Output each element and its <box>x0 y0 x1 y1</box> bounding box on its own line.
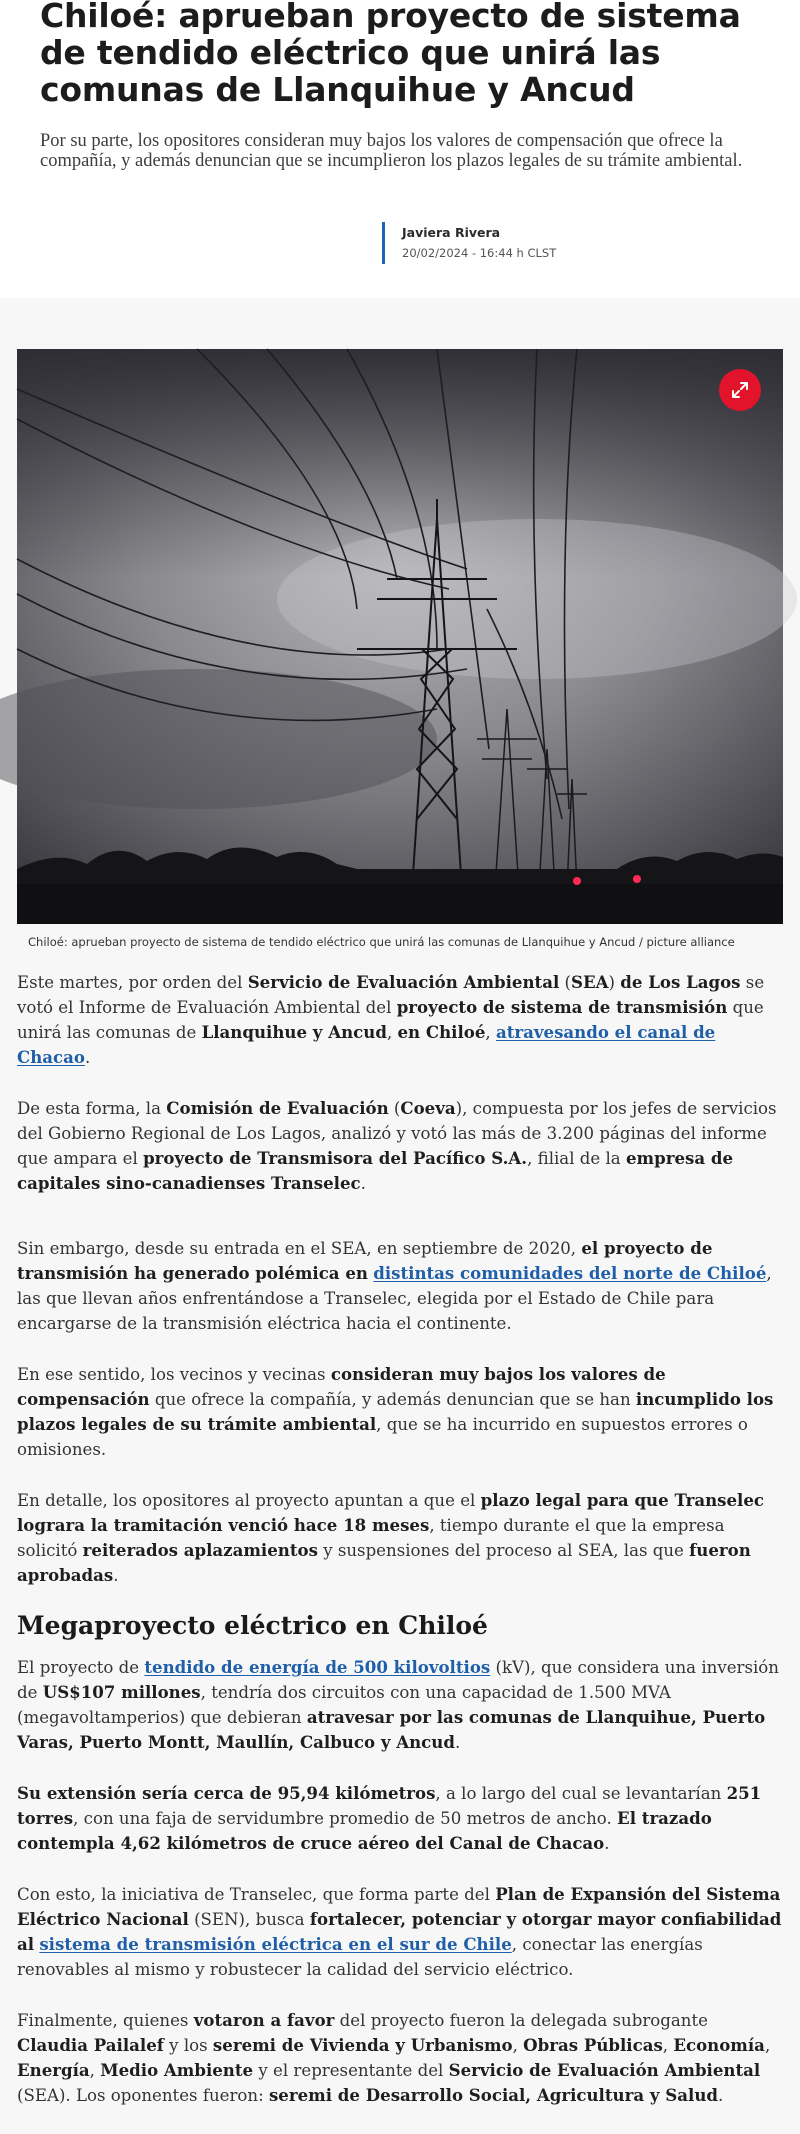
bold-text: en Chiloé <box>397 1022 486 1042</box>
bold-text: seremi de Desarrollo Social, Agricultura y Salud <box>268 2085 718 2105</box>
text: De esta forma, la <box>17 1099 167 1118</box>
hero-image[interactable] <box>17 349 783 924</box>
text: , <box>764 2036 771 2055</box>
text: y los <box>163 2036 213 2055</box>
bold-text: SEA <box>571 972 609 992</box>
text: Este martes, por orden del <box>17 973 248 992</box>
text: , tendría dos circuitos con una capacidad de 1.500 MVA (megavoltamperios) que debieran <box>17 1683 671 1727</box>
bold-text: proyecto de sistema de transmisión <box>396 997 728 1017</box>
text: , <box>662 2036 674 2055</box>
expand-image-button[interactable] <box>719 369 761 411</box>
text: Finalmente, quienes <box>17 2011 194 2030</box>
paragraph-5 <box>17 1488 783 1588</box>
link-tendido-energia[interactable]: tendido de energía de 500 kilovoltios <box>144 1657 491 1677</box>
text: , filial de la <box>527 1149 626 1168</box>
text: ( <box>388 1099 401 1118</box>
link-sistema-transmision[interactable]: sistema de transmisión eléctrica en el sur de Chile <box>39 1934 512 1954</box>
text: El proyecto de <box>17 1658 145 1677</box>
text: . <box>360 1174 366 1193</box>
text: , conectar las energías renovables al mismo y robustecer la calidad del servicio eléctrico. <box>17 1935 703 1979</box>
text: , <box>485 1023 496 1042</box>
text: que unirá las comunas de <box>17 998 764 1042</box>
article-header <box>0 0 800 298</box>
text: , las que llevan años enfrentándose a Transelec, elegida por el Estado de Chile para encargarse de la transmisión eléctrica hacia el continente. <box>17 1264 772 1333</box>
publish-date: 20/02/2024 - 16:44 h CLST <box>402 246 557 260</box>
text: , con una faja de servidumbre promedio de 50 metros de ancho. <box>73 1809 618 1828</box>
text: (SEN), busca <box>188 1910 310 1929</box>
bold-text: plazo legal para que Transelec lograra la tramitación venció hace 18 meses <box>17 1490 765 1535</box>
bold-text: fueron aprobadas <box>17 1540 751 1585</box>
text: (SEA). Los oponentes fueron: <box>17 2086 269 2105</box>
author-name[interactable]: Javiera Rivera <box>402 225 501 240</box>
paragraph-2 <box>17 1096 783 1196</box>
image-caption: Chiloé: aprueban proyecto de sistema de tendido eléctrico que unirá las comunas de Llanquihue y Ancud / picture alliance <box>28 935 735 949</box>
bold-text: Medio Ambiente <box>100 2060 254 2080</box>
text: , <box>386 1023 398 1042</box>
bold-text: empresa de capitales sino-canadienses Transelec <box>17 1148 734 1193</box>
bold-text: Comisión de Evaluación <box>166 1098 389 1118</box>
bold-text: incumplido los plazos legales de su trámite ambiental <box>17 1389 774 1434</box>
bold-text: Economía <box>673 2035 765 2055</box>
text: y suspensiones del proceso al SEA, las que <box>317 1541 690 1560</box>
article-lede: Por su parte, los opositores consideran muy bajos los valores de compensación que ofrece la compañía, y además denuncian que se incumplieron los plazos legales de su trámite ambiental. <box>40 131 743 171</box>
text: . <box>113 1566 119 1585</box>
paragraph-4 <box>17 1362 783 1462</box>
section-heading: Megaproyecto eléctrico en Chiloé <box>17 1611 488 1640</box>
text: . <box>717 2086 724 2105</box>
bold-text: Energía <box>17 2060 90 2080</box>
bold-text: fortalecer, potenciar y otorgar mayor confiabilidad al <box>17 1909 782 1954</box>
bold-text: Coeva <box>400 1098 456 1118</box>
text: , a lo largo del cual se levantarían <box>435 1784 727 1803</box>
paragraph-7 <box>17 1781 783 1856</box>
power-lines-photo <box>17 349 783 924</box>
bold-text: Claudia Pailalef <box>17 2035 164 2055</box>
bold-text: El trazado contempla 4,62 kilómetros de cruce aéreo del Canal de Chacao <box>17 1808 712 1853</box>
bold-text: Plan de Expansión del Sistema Eléctrico Nacional <box>17 1884 781 1929</box>
bold-text: US$107 millones <box>42 1682 201 1702</box>
text: , que se ha incurrido en supuestos errores o omisiones. <box>17 1415 748 1459</box>
text: En detalle, los opositores al proyecto apuntan a que el <box>17 1491 481 1510</box>
expand-arrows-icon <box>730 380 750 400</box>
text: ( <box>559 973 572 992</box>
paragraph-8 <box>17 1882 783 1982</box>
text: . <box>84 1048 91 1067</box>
text: Con esto, la iniciativa de Transelec, que forma parte del <box>17 1885 496 1904</box>
text: ), compuesta por los jefes de servicios del Gobierno Regional de Los Lagos, analizó y votó las más de 3.200 páginas del informe que ampara el <box>17 1099 777 1168</box>
bold-text: atravesar por las comunas de Llanquihue, Puerto Varas, Puerto Montt, Maullín, Calbuco y Ancud <box>17 1707 766 1752</box>
bold-text: seremi de Vivienda y Urbanismo <box>212 2035 513 2055</box>
bold-text: votaron a favor <box>193 2010 335 2030</box>
text: , tiempo durante el que la empresa solicitó <box>17 1516 725 1560</box>
byline <box>382 222 556 264</box>
text: se votó el Informe de Evaluación Ambiental del <box>17 973 765 1017</box>
text: que ofrece la compañía, y además denuncian que se han <box>149 1390 636 1409</box>
bold-text: consideran muy bajos los valores de compensación <box>17 1364 666 1409</box>
text: ) <box>608 973 621 992</box>
text: Sin embargo, desde su entrada en el SEA, en septiembre de 2020, <box>17 1239 582 1258</box>
text: En ese sentido, los vecinos y vecinas <box>17 1365 331 1384</box>
bold-text: Su extensión sería cerca de 95,94 kilómetros <box>17 1783 436 1803</box>
bold-text: el proyecto de transmisión ha generado polémica en <box>17 1238 713 1283</box>
bold-text: Obras Públicas <box>523 2035 663 2055</box>
text: (kV), que considera una inversión de <box>17 1658 779 1702</box>
paragraph-3 <box>17 1236 783 1336</box>
text: , <box>512 2036 524 2055</box>
bold-text: de Los Lagos <box>620 972 741 992</box>
text: . <box>454 1733 461 1752</box>
bold-text: reiterados aplazamientos <box>82 1540 318 1560</box>
link-comunidades-chiloe[interactable]: distintas comunidades del norte de Chiloé <box>373 1263 767 1283</box>
paragraph-6 <box>17 1655 783 1755</box>
bold-text: Servicio de Evaluación Ambiental <box>448 2060 761 2080</box>
bold-text: proyecto de Transmisora del Pacífico S.A. <box>143 1148 528 1168</box>
text: . <box>604 1834 610 1853</box>
text: , <box>89 2061 101 2080</box>
paragraph-9 <box>17 2008 783 2108</box>
article-body <box>17 970 783 2134</box>
bold-text: Llanquihue y Ancud <box>201 1022 387 1042</box>
bold-text: 251 torres <box>17 1783 762 1828</box>
text: del proyecto fueron la delegada subrogante <box>334 2011 708 2030</box>
article-headline: Chiloé: aprueban proyecto de sistema de tendido eléctrico que unirá las comunas de Llanquihue y Ancud <box>40 0 741 109</box>
text: y el representante del <box>253 2061 449 2080</box>
link-canal-chacao[interactable]: atravesando el canal de Chacao <box>17 1022 716 1067</box>
bold-text: Servicio de Evaluación Ambiental <box>247 972 560 992</box>
paragraph-1 <box>17 970 783 1070</box>
